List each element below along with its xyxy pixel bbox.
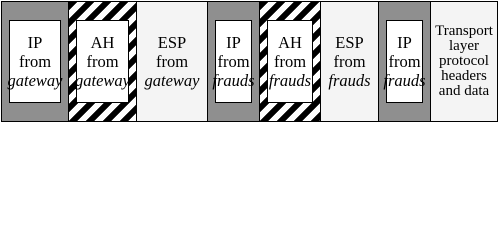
segment-esp-frauds <box>321 2 379 121</box>
source-label: frauds <box>268 71 312 90</box>
segment-ip-frauds <box>208 2 260 121</box>
header-label: IP <box>397 33 412 52</box>
source-label: frauds <box>383 71 426 90</box>
segment-esp-gateway <box>137 2 208 121</box>
header-label: ESP <box>157 33 187 52</box>
source-label: gateway <box>75 71 130 90</box>
header-label: IP <box>27 33 43 52</box>
segment-ip-gateway <box>2 2 69 121</box>
payload-line: and data <box>438 83 490 99</box>
from-label: from <box>18 52 52 71</box>
ip-header-box <box>383 20 426 103</box>
ip-header-box <box>212 20 255 103</box>
header-label: AH <box>90 33 115 52</box>
payload-text <box>431 2 497 121</box>
from-label: from <box>217 52 250 71</box>
source-label: gateway <box>144 71 200 90</box>
payload-line: Transport <box>435 23 493 39</box>
from-label: from <box>273 52 307 71</box>
esp-header-box <box>328 20 371 103</box>
payload-line: headers <box>441 68 487 84</box>
ip-header-box <box>9 20 61 103</box>
from-label: from <box>333 52 366 71</box>
header-label: AH <box>278 33 302 52</box>
ah-header-box <box>267 20 313 103</box>
header-label: ESP <box>335 33 364 52</box>
source-label: frauds <box>328 71 371 90</box>
from-label: from <box>155 52 189 71</box>
from-label: from <box>388 52 421 71</box>
payload-line: layer <box>449 38 479 54</box>
segment-ip-frauds-inner <box>379 2 431 121</box>
ah-header-box <box>76 20 129 103</box>
from-label: from <box>86 52 119 71</box>
packet-diagram <box>1 1 498 122</box>
source-label: frauds <box>212 71 255 90</box>
segment-ah-gateway <box>69 2 137 121</box>
segment-payload <box>431 2 497 121</box>
payload-line: protocol <box>438 53 489 69</box>
header-label: IP <box>226 33 241 52</box>
esp-header-box <box>144 20 200 103</box>
segment-ah-frauds <box>260 2 321 121</box>
source-label: gateway <box>7 71 63 90</box>
